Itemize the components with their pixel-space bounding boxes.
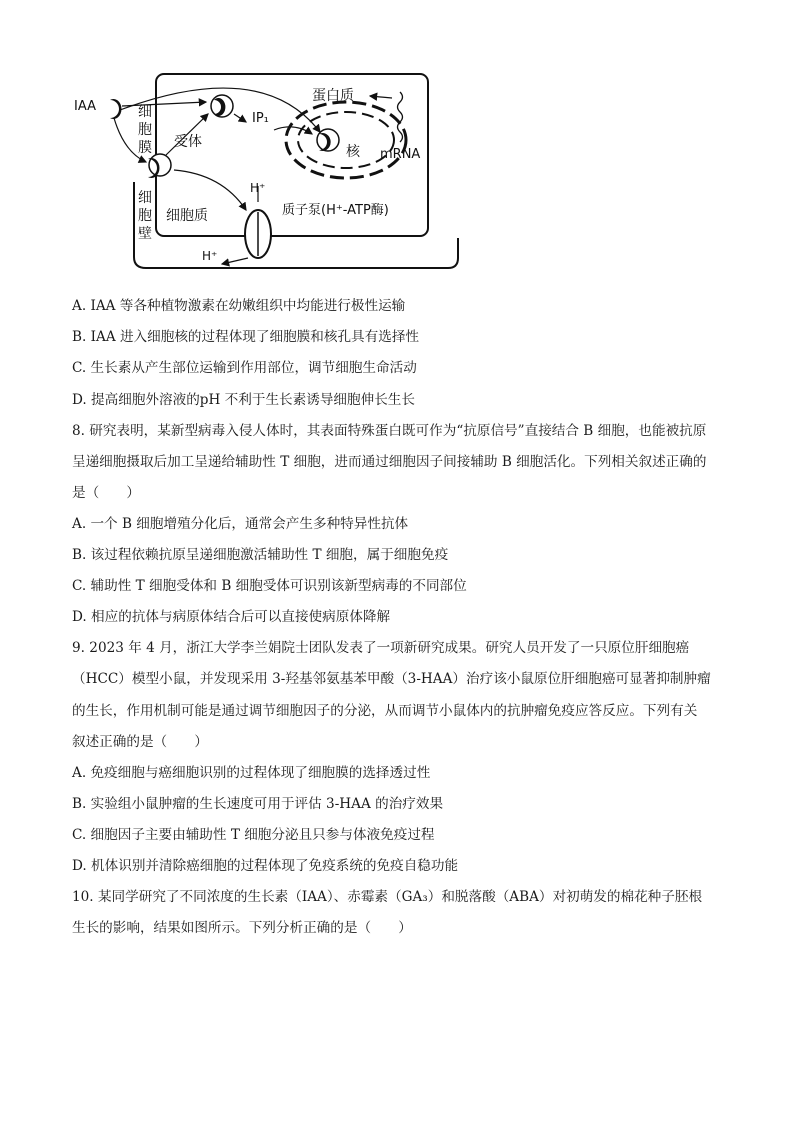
protein-label: 蛋白质 [312, 88, 354, 104]
cytoplasm-label: 细胞质 [166, 208, 208, 224]
iaa-mechanism-diagram [62, 62, 472, 274]
question-9-line-1: 9. 2023 年 4 月，浙江大学李兰娟院士团队发表了一项新研究成果。研究人员开发了一只原位肝细胞癌 [72, 640, 690, 656]
wall-char-1: 细 [138, 190, 152, 206]
option-7d: D. 提高细胞外溶液的pH 不利于生长素诱导细胞伸长生长 [72, 392, 415, 408]
h-plus-bottom-label: H⁺ [202, 249, 218, 263]
wall-char-2: 胞 [138, 208, 152, 224]
receptor-label: 受体 [174, 134, 202, 150]
question-8-line-2: 呈递细胞摄取后加工呈递给辅助性 T 细胞，进而通过细胞因子间接辅助 B 细胞活化。下列相关叙述正确的 [72, 454, 707, 470]
option-9c: C. 细胞因子主要由辅助性 T 细胞分泌且只参与体液免疫过程 [72, 827, 435, 843]
option-8b: B. 该过程依赖抗原呈递细胞激活辅助性 T 细胞，属于细胞免疫 [72, 547, 449, 563]
option-9d: D. 机体识别并清除癌细胞的过程体现了免疫系统的免疫自稳功能 [72, 858, 459, 874]
membrane-char-2: 胞 [138, 122, 152, 138]
option-9a: A. 免疫细胞与癌细胞识别的过程体现了细胞膜的选择透过性 [72, 765, 431, 781]
wall-char-3: 壁 [138, 226, 152, 242]
membrane-char-3: 膜 [138, 140, 152, 156]
question-10-line-2: 生长的影响，结果如图所示。下列分析正确的是（ ） [72, 920, 412, 936]
nuclear-envelope [286, 102, 406, 178]
option-8d: D. 相应的抗体与病原体结合后可以直接使病原体降解 [72, 609, 391, 625]
iaa-label: IAA [74, 99, 96, 114]
nucleus-label: 核 [346, 144, 360, 160]
question-9-line-3: 的生长，作用机制可能是通过调节细胞因子的分泌，从而调节小鼠体内的抗肿瘤免疫应答反应。下列有关 [72, 703, 698, 719]
cell-wall-outline [134, 182, 458, 268]
question-9-line-4: 叙述正确的是（ ） [72, 734, 208, 750]
question-8-line-3: 是（ ） [72, 485, 140, 501]
option-8c: C. 辅助性 T 细胞受体和 B 细胞受体可识别该新型病毒的不同部位 [72, 578, 467, 594]
iaa-molecule-icon [110, 99, 121, 119]
option-7a: A. IAA 等各种植物激素在幼嫩组织中均能进行极性运输 [72, 298, 406, 314]
proton-pump-label: 质子泵(H⁺-ATP酶) [282, 203, 389, 218]
mrna-label: mRNA [380, 147, 421, 162]
question-8-line-1: 8. 研究表明，某新型病毒入侵人体时，其表面特殊蛋白既可作为“抗原信号”直接结合 B 细胞，也能被抗原 [72, 423, 707, 439]
option-7c: C. 生长素从产生部位运输到作用部位，调节细胞生命活动 [72, 360, 417, 376]
option-9b: B. 实验组小鼠肿瘤的生长速度可用于评估 3-HAA 的治疗效果 [72, 796, 444, 812]
question-10-line-1: 10. 某同学研究了不同浓度的生长素（IAA）、赤霉素（GA₃）和脱落酸（ABA）对初萌发的棉花种子胚根 [72, 889, 703, 905]
membrane-receptor-icon [149, 154, 171, 176]
option-7b: B. IAA 进入细胞核的过程体现了细胞膜和核孔具有选择性 [72, 329, 420, 345]
ip1-label: IP₁ [252, 111, 269, 126]
h-plus-top-label: H⁺ [250, 181, 266, 195]
membrane-char-1: 细 [138, 104, 152, 120]
question-9-line-2: （HCC）模型小鼠，并发现采用 3-羟基邻氨基苯甲酸（3-HAA）治疗该小鼠原位肝细胞癌可显著抑制肿瘤 [72, 671, 711, 687]
option-8a: A. 一个 B 细胞增殖分化后，通常会产生多种特异性抗体 [72, 516, 409, 532]
mrna-strand [398, 92, 403, 142]
